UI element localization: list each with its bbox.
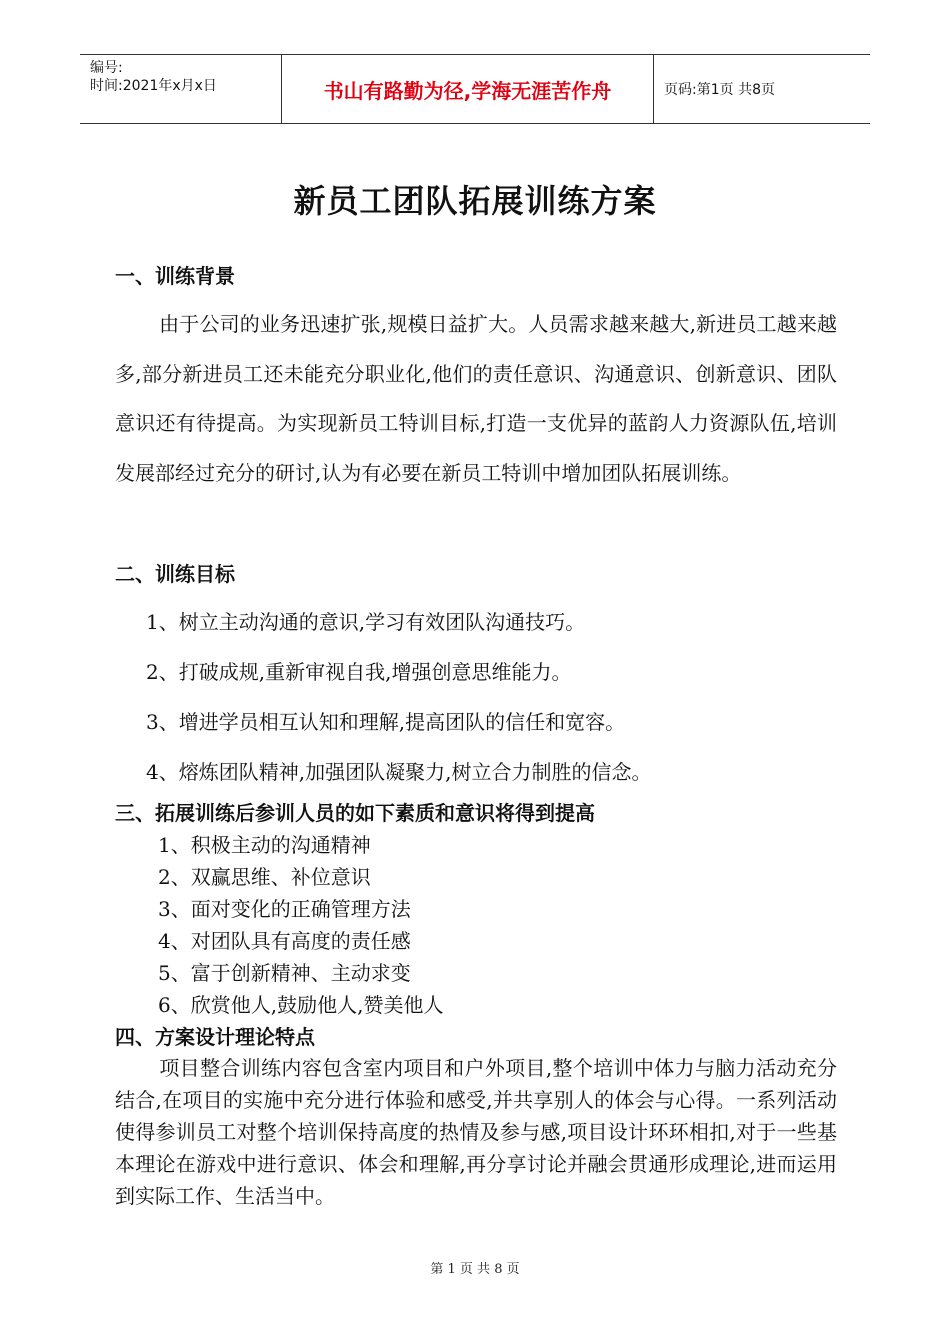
section-heading: 一、训练背景 — [115, 264, 235, 288]
list-item: 6、欣赏他人,鼓励他人,赞美他人 — [158, 993, 444, 1017]
list-item: 3、增进学员相互认知和理解,提高团队的信任和宽容。 — [146, 710, 626, 734]
list-item: 2、打破成规,重新审视自我,增强创意思维能力。 — [146, 660, 572, 684]
header-motto: 书山有路勤为径,学海无涯苦作舟 — [282, 55, 654, 123]
header-meta — [80, 55, 282, 123]
header-page-info: 页码:第1页 共8页 — [664, 82, 775, 98]
list-item: 1、树立主动沟通的意识,学习有效团队沟通技巧。 — [146, 610, 586, 634]
page-header — [80, 54, 870, 124]
list-item: 4、熔炼团队精神,加强团队凝聚力,树立合力制胜的信念。 — [146, 760, 652, 784]
page-footer: 第 1 页 共 8 页 — [430, 1262, 520, 1277]
section-heading: 三、拓展训练后参训人员的如下素质和意识将得到提高 — [115, 801, 595, 825]
section-heading: 二、训练目标 — [115, 562, 235, 586]
list-item: 1、积极主动的沟通精神 — [158, 833, 371, 857]
section-heading: 四、方案设计理论特点 — [115, 1025, 315, 1049]
paragraph-text: 由于公司的业务迅速扩张,规模日益扩大。人员需求越来越大,新进员工越来越多,部分新进员工还未能充分职业化,他们的责任意识、沟通意识、创新意识、团队意识还有待提高。为实现新员工特训目标,打造一支优异的蓝韵人力资源队伍,培训发展部经过充分的研讨,认为有必要在新员工特训中增加团队拓展训练。 — [115, 312, 837, 485]
list-item: 5、富于创新精神、主动求变 — [158, 961, 411, 985]
paragraph-text: 项目整合训练内容包含室内项目和户外项目,整个培训中体力与脑力活动充分结合,在项目的实施中充分进行体验和感受,并共享别人的体会与心得。一系列活动使得参训员工对整个培训保持高度的热情及参与感,项目设计环环相扣,对于一些基本理论在游戏中进行意识、体会和理解,再分享讨论并融会贯通形成理论,进而运用到实际工作、生活当中。 — [115, 1056, 837, 1208]
section-paragraph — [115, 1052, 837, 1212]
time-label: 时间:2021年x月x日 — [90, 78, 217, 94]
list-item: 3、面对变化的正确管理方法 — [158, 897, 411, 921]
number-label: 编号: — [90, 60, 123, 76]
list-item: 4、对团队具有高度的责任感 — [158, 929, 411, 953]
list-item: 2、双赢思维、补位意识 — [158, 865, 371, 889]
section-paragraph — [115, 300, 837, 498]
document-title: 新员工团队拓展训练方案 — [293, 182, 657, 220]
